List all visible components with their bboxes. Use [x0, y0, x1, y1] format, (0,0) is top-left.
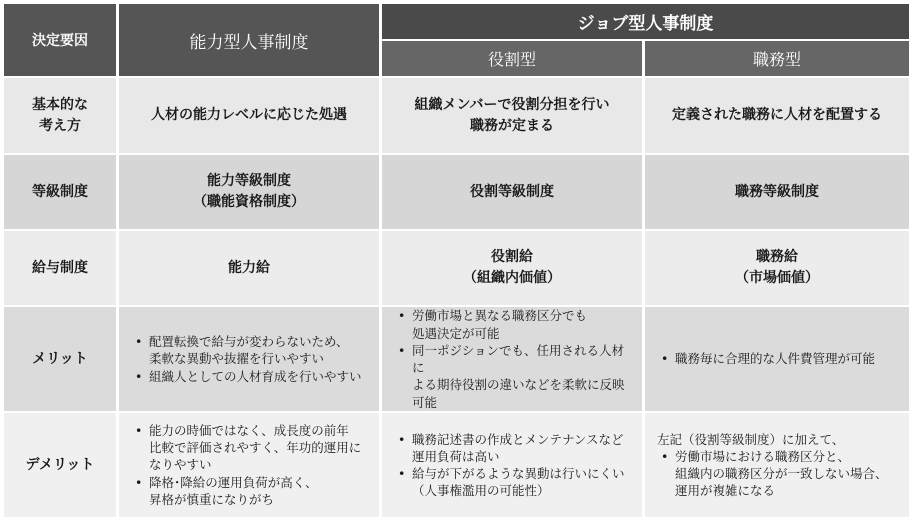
list-item: • 労働市場と異なる職務区分でも 処遇決定が可能 [394, 307, 630, 342]
merit-role [382, 307, 642, 411]
list-item: • 給与が下がるような異動は行いにくい （人事権濫用の可能性） [394, 465, 625, 500]
grade-system-ability: 能力等級制度 （職能資格制度） [119, 155, 379, 229]
basic-thinking-duty: 定義された職務に人材を配置する [645, 78, 909, 153]
grade-system-role: 役割等級制度 [382, 155, 642, 229]
row-label-basic-thinking: 基本的な 考え方 [4, 78, 116, 153]
demerit-duty-intro: 左記（役割等級制度）に加えて、 [657, 431, 845, 447]
comparison-table [4, 4, 909, 517]
row-label-pay-system: 給与制度 [4, 231, 116, 305]
pay-system-ability: 能力給 [119, 231, 379, 305]
list-item: • 職務記述書の作成とメンテナンスなど 運用負荷は高い [394, 431, 625, 466]
list-item: • 配置転換で給与が変わらないため、 柔軟な異動や抜擢を行いやすい [131, 333, 362, 368]
demerit-ability [119, 413, 379, 517]
basic-thinking-ability: 人材の能力レベルに応じた処遇 [119, 78, 379, 153]
merit-ability [119, 307, 379, 411]
header-duty-type: 職務型 [645, 41, 909, 76]
row-label-demerit: デメリット [4, 413, 116, 517]
row-label-grade-system: 等級制度 [4, 155, 116, 229]
basic-thinking-role: 組織メンバーで役割分担を行い 職務が定まる [382, 78, 642, 153]
header-job-system: ジョブ型人事制度 [382, 4, 909, 39]
merit-duty [645, 307, 909, 411]
pay-system-role: 役割給 （組織内価値） [382, 231, 642, 305]
demerit-role [382, 413, 642, 517]
row-label-merit: メリット [4, 307, 116, 411]
list-item: • 組織人としての人材育成を行いやすい [131, 368, 362, 385]
list-item: • 職務毎に合理的な人件費管理が可能 [657, 350, 875, 367]
pay-system-duty: 職務給 （市場価値） [645, 231, 909, 305]
header-role-type: 役割型 [382, 41, 642, 76]
grade-system-duty: 職務等級制度 [645, 155, 909, 229]
list-item: • 同一ポジションでも、任用される人材に よる期待役割の違いなどを柔軟に反映 可能 [394, 342, 630, 411]
list-item: • 降格･降給の運用負荷が高く、 昇格が慎重になりがち [131, 474, 361, 509]
header-ability-system: 能力型人事制度 [119, 4, 379, 76]
list-item: • 労働市場における職務区分と、 組織内の職務区分が一致しない場合、 運用が複雑になる [657, 448, 888, 500]
header-factor: 決定要因 [4, 4, 116, 76]
list-item: • 能力の時価ではなく、成長度の前年 比較で評価されやすく、年功的運用に なりやすい [131, 422, 361, 474]
demerit-duty [645, 413, 909, 517]
